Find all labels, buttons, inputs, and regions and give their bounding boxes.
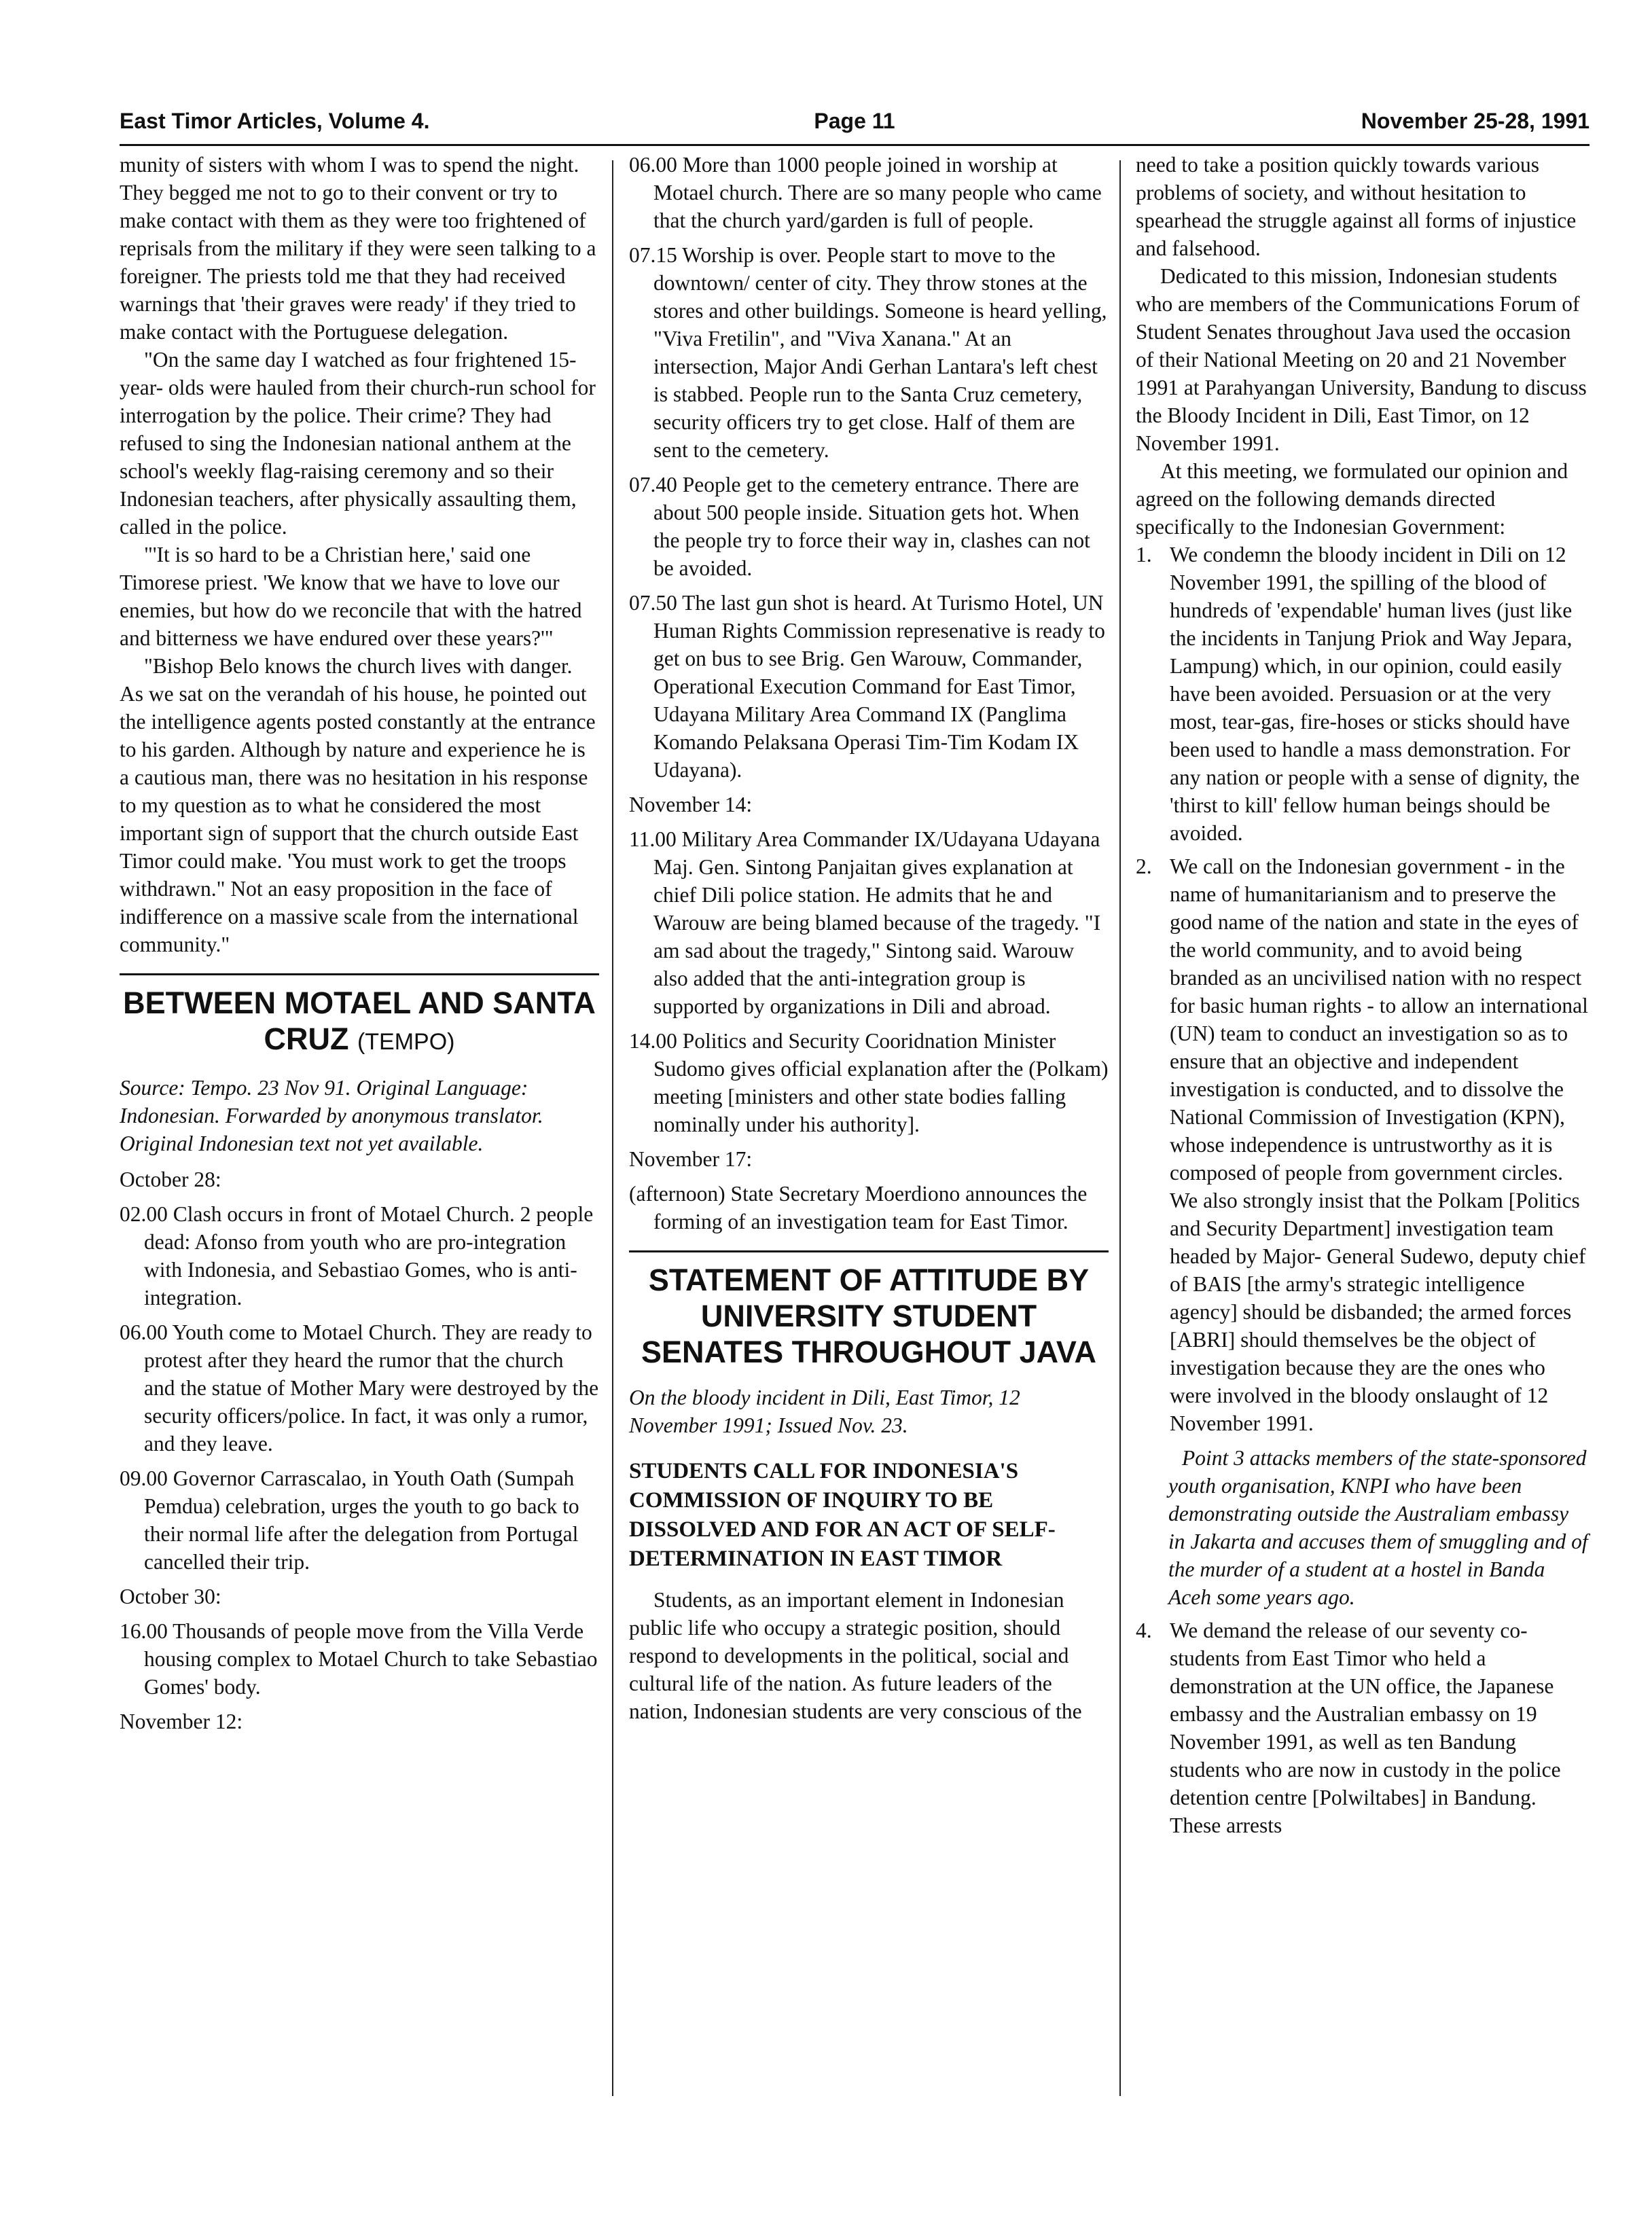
article-dateline: On the bloody incident in Dili, East Timor, 12 November 1991; Issued Nov. 23. — [629, 1386, 1020, 1437]
page-header — [120, 101, 1590, 141]
numbered-item — [1136, 1617, 1590, 1839]
item-text: We demand the release of our seventy co-students from East Timor who held a demonstration at the UN office, the Japanese embassy and the Australian embassy on 19 November 1991, as well as ten Bandung students who are now in custody in the police detention centre [Polwiltabes] in Bandung. These arrests — [1170, 1619, 1561, 1837]
date-label: October 30: — [120, 1585, 221, 1608]
column-1 — [120, 151, 599, 1742]
item-text: We condemn the bloody incident in Dili on 12 November 1991, the spilling of the blood of hundreds of 'expendable' human lives (just like the incidents in Tanjung Priok and Way Jepara, Lampung) which, in our opinion, could easily have been avoided. Persuasion or at the very most, tear-gas, fire-hoses or sticks should have been used to handle a mass demonstration. For any nation or people with a sense of dignity, the 'thirst to kill' fellow human beings should be avoided. — [1170, 543, 1580, 845]
article-subheading: STUDENTS CALL FOR INDONESIA'S COMMISSION OF INQUIRY TO BE DISSOLVED AND FOR AN ACT OF SELF-DETERMINATION IN EAST TIMOR — [629, 1459, 1056, 1571]
timeline-entry: 16.00 Thousands of people move from the Villa Verde housing complex to Motael Church to take Sebastiao Gomes' body. — [120, 1619, 598, 1699]
article-title — [120, 985, 599, 1060]
timeline-entry: 02.00 Clash occurs in front of Motael Church. 2 people dead: Afonso from youth who are pro-integration with Indonesia, and Sebastiao Gomes, who is anti-integration. — [120, 1202, 594, 1310]
publication-title: East Timor Articles, Volume 4. — [120, 109, 430, 133]
timeline-entry: 14.00 Politics and Security Cooridnation Minister Sudomo gives official explanation after the (Polkam) meeting [ministers and other state bodies falling nominally under his authority]. — [629, 1029, 1109, 1136]
timeline-entry: 07.40 People get to the cemetery entrance. There are about 500 people inside. Situation gets hot. When the people try to force their way in, clashes can not be avoided. — [629, 473, 1090, 580]
item-number: 1. — [1136, 543, 1152, 566]
article-source: Source: Tempo. 23 Nov 91. Original Language: Indonesian. Forwarded by anonymous translator. Original Indonesian text not yet available. — [120, 1076, 543, 1155]
timeline-entry: 07.15 Worship is over. People start to move to the downtown/ center of city. They throw stones at the stores and other buildings. Someone is heard yelling, "Viva Fretilin", and "Viva Xanana." At an intersection, Major Andi Gerhan Lantara's left chest is stabbed. People run to the Santa Cruz cemetery, security officers try to get close. Half of them are sent to the cemetery. — [629, 243, 1107, 462]
column-2 — [629, 151, 1109, 1725]
numbered-item — [1136, 541, 1590, 847]
column-divider-2 — [1119, 160, 1121, 2096]
item-number: 2. — [1136, 854, 1152, 878]
date-label: November 17: — [629, 1147, 753, 1171]
article-rule — [120, 973, 599, 975]
item-text: We call on the Indonesian government - in the name of humanitarianism and to preserve the good name of the nation and state in the eyes of the world community, and to avoid being branded as an uncivilised nation with no respect for basic human rights - to allow an international (UN) team to conduct an investigation so as to ensure that an objective and independent investigation is conducted, and to dissolve the National Commission of Investigation (KPN), whose independence is untrustworthy as it is composed of people from government circles. We also strongly insist that the Polkam [Politics and Security Department] investigation team headed by Major- General Sudewo, deputy chief of BAIS [the army's strategic intelligence agency] should be disbanded; the armed forces [ABRI] should themselves be the object of investigation because they are the ones who were involved in the bloody onslaught of 12 November 1991. — [1170, 854, 1588, 1435]
header-rule — [120, 144, 1590, 146]
article-title-text: BETWEEN MOTAEL AND SANTA CRUZ — [123, 986, 596, 1056]
column-divider-1 — [612, 160, 613, 2096]
date-label: October 28: — [120, 1168, 221, 1191]
paragraph: Students, as an important element in Indonesian public life who occupy a strategic position, should respond to developments in the political, social and cultural life of the nation. As future leaders of the nation, Indonesian students are very conscious of the — [629, 1588, 1082, 1723]
paragraph: "On the same day I watched as four frightened 15-year- olds were hauled from their church-run school for interrogation by the police. Their crime? They had refused to sing the Indonesian national anthem at the school's weekly flag-raising ceremony and so their Indonesian teachers, after physically assaulting them, called in the police. — [120, 348, 596, 539]
editor-note: Point 3 attacks members of the state-sponsored youth organisation, KNPI who have been demonstrating outside the Australiam embassy in Jakarta and accuses them of smuggling and of the murder of a student at a hostel in Banda Aceh some years ago. — [1168, 1446, 1588, 1609]
paragraph: "'It is so hard to be a Christian here,' said one Timorese priest. 'We know that we have to love our enemies, but how do we reconcile that with the hatred and bitterness we have endured over these years?'" — [120, 543, 582, 650]
timeline-entry: 06.00 Youth come to Motael Church. They are ready to protest after they heard the rumor that the church and the statue of Mother Mary were destroyed by the security officers/police. In fact, it was only a rumor, and they leave. — [120, 1320, 599, 1456]
timeline-entry: 11.00 Military Area Commander IX/Udayana Udayana Maj. Gen. Sintong Panjaitan gives explanation at chief Dili police station. He admits that he and Warouw are being blamed because of the tragedy. "I am sad about the tragedy," Sintong said. Warouw also added that the anti-integration group is supported by organizations in Dili and abroad. — [629, 827, 1101, 1018]
page-number: Page 11 — [814, 109, 895, 133]
article-title-suffix: (TEMPO) — [357, 1029, 455, 1055]
issue-date: November 25-28, 1991 — [1361, 109, 1590, 133]
date-label: November 12: — [120, 1710, 243, 1733]
date-label: November 14: — [629, 793, 753, 816]
column-3 — [1136, 151, 1590, 1845]
article-title: STATEMENT OF ATTITUDE BY UNIVERSITY STUDENT SENATES THROUGHOUT JAVA — [641, 1263, 1097, 1369]
timeline-entry: 09.00 Governor Carrascalao, in Youth Oath (Sumpah Pemdua) celebration, urges the youth to go back to their normal life after the delegation from Portugal cancelled their trip. — [120, 1466, 579, 1574]
item-number: 4. — [1136, 1619, 1152, 1642]
paragraph: need to take a position quickly towards various problems of society, and without hesitation to spearhead the struggle against all forms of injustice and falsehood. — [1136, 153, 1577, 260]
timeline-entry: 07.50 The last gun shot is heard. At Turismo Hotel, UN Human Rights Commission represenative is ready to get on bus to see Brig. Gen Warouw, Commander, Operational Execution Command for East Timor, Udayana Military Area Command IX (Panglima Komando Pelaksana Operasi Tim-Tim Kodam IX Udayana). — [629, 591, 1105, 782]
numbered-item — [1136, 852, 1590, 1437]
article-rule — [629, 1250, 1109, 1252]
paragraph: Dedicated to this mission, Indonesian students who are members of the Communications Forum of Student Senates throughout Java used the occasion of their National Meeting on 20 and 21 November 1991 at Parahyangan University, Bandung to discuss the Bloody Incident in Dili, East Timor, on 12 November 1991. — [1136, 264, 1587, 455]
paragraph: munity of sisters with whom I was to spend the night. They begged me not to go to their convent or try to make contact with them as they were too frightened of reprisals from the military if they were seen talking to a foreigner. The priests told me that they had received warnings that 'their graves were ready' if they tried to make contact with the Portuguese delegation. — [120, 153, 596, 344]
timeline-entry: (afternoon) State Secretary Moerdiono announces the forming of an investigation team for East Timor. — [629, 1182, 1088, 1233]
timeline-entry: 06.00 More than 1000 people joined in worship at Motael church. There are so many people who came that the church yard/garden is full of people. — [629, 153, 1102, 232]
paragraph: At this meeting, we formulated our opinion and agreed on the following demands directed specifically to the Indonesian Government: — [1136, 459, 1568, 539]
paragraph: "Bishop Belo knows the church lives with danger. As we sat on the verandah of his house, he pointed out the intelligence agents posted constantly at the entrance to his garden. Although by nature and experience he is a cautious man, there was no hesitation in his response to my question as to what he considered the most important sign of support that the church outside East Timor could make. 'You must work to get the troops withdrawn." Not an easy proposition in the face of indifference on a massive scale from the international community." — [120, 654, 596, 956]
